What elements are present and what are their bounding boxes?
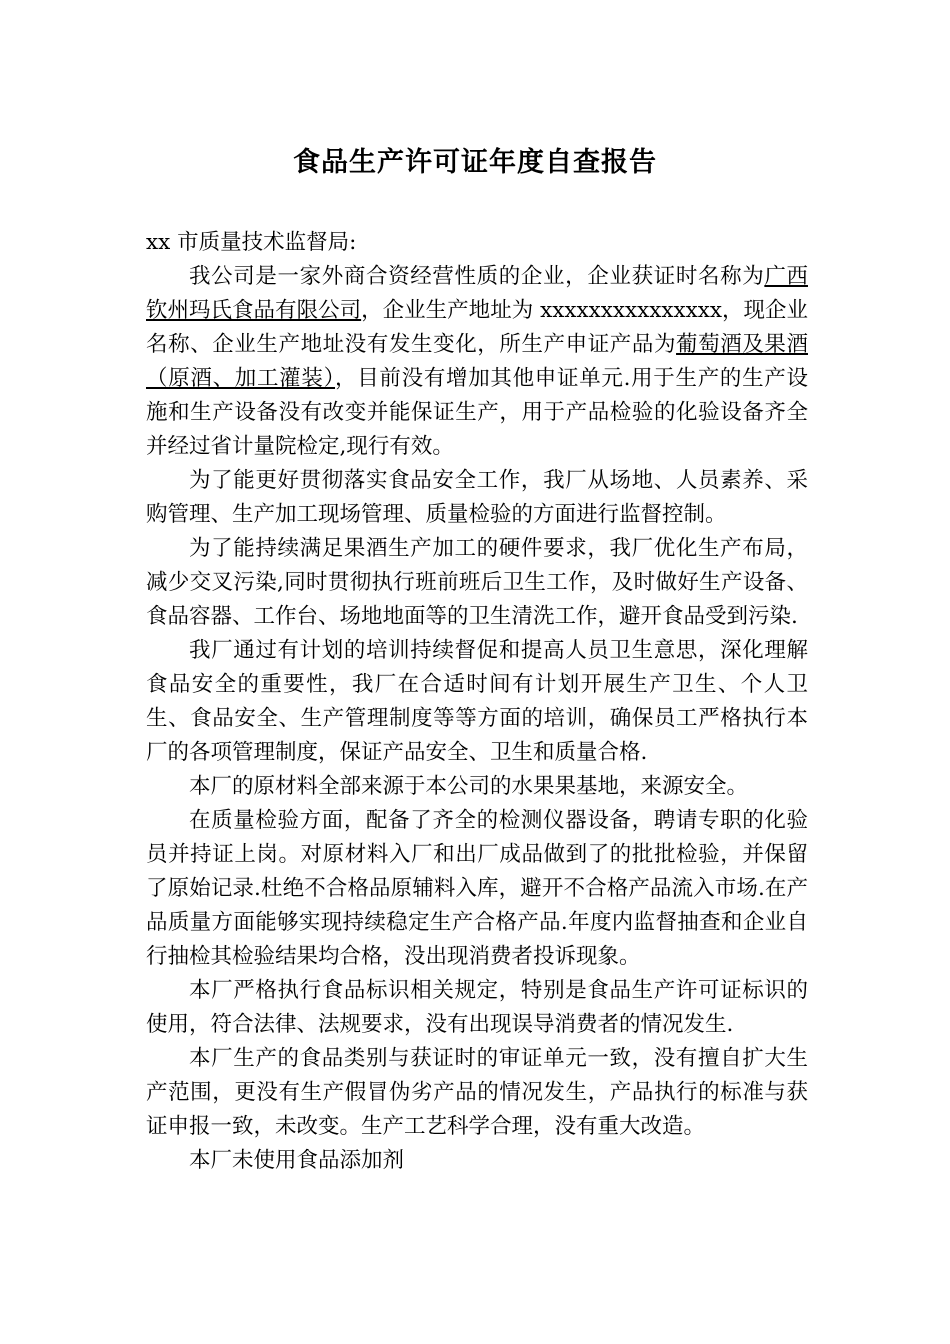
document-body	[146, 226, 808, 1178]
paragraph-labeling: 本厂严格执行食品标识相关规定，特别是食品生产许可证标识的使用，符合法律、法规要求，没有出现误导消费者的情况发生.	[146, 978, 808, 1037]
paragraph-text: ，目前没有增加其他申证单元.用于生产的生产设施和生产设备没有改变并能保证生产，用于产品检验的化验设备齐全并经过省计量院检定,现行有效。	[146, 366, 808, 459]
paragraph-raw-materials: 本厂的原材料全部来源于本公司的水果果基地，来源安全。	[189, 774, 749, 799]
paragraph-text: 我公司是一家外商合资经营性质的企业，企业获证时名称为	[189, 264, 765, 289]
document-title: 食品生产许可证年度自查报告	[293, 147, 657, 178]
paragraph-additives: 本厂未使用食品添加剂	[189, 1148, 405, 1173]
paragraph-company-info	[146, 260, 808, 464]
company-name: 广西钦州玛氏食品有限公司	[146, 264, 808, 323]
paragraph-quality-inspection: 在质量检验方面，配备了齐全的检测仪器设备，聘请专职的化验员并持证上岗。对原材料入厂和出厂成品做到了的批批检验，并保留了原始记录.杜绝不合格品原辅料入库，避开不合格产品流入市场.在产品质量方面能够实现持续稳定生产合格产品.年度内监督抽查和企业自行抽检其检验结果均合格，没出现消费者投诉现象。	[146, 808, 808, 969]
paragraph-food-safety: 为了能更好贯彻落实食品安全工作，我厂从场地、人员素养、采购管理、生产加工现场管理、质量检验的方面进行监督控制。	[146, 468, 808, 527]
product-name: 葡萄酒及果酒（原酒、加工灌装）	[146, 332, 808, 391]
salutation: xx 市质量技术监督局:	[146, 230, 357, 255]
paragraph-text: ，企业生产地址为 xxxxxxxxxxxxxxx，现企业名称、企业生产地址没有发生变化，所生产申证产品为	[146, 298, 808, 357]
paragraph-training: 我厂通过有计划的培训持续督促和提高人员卫生意思，深化理解食品安全的重要性，我厂在合适时间有计划开展生产卫生、个人卫生、食品安全、生产管理制度等等方面的培训，确保员工严格执行本厂的各项管理制度，保证产品安全、卫生和质量合格.	[146, 638, 808, 765]
paragraph-production-scope: 本厂生产的食品类别与获证时的审证单元一致，没有擅自扩大生产范围，更没有生产假冒伪劣产品的情况发生，产品执行的标准与获证申报一致，未改变。生产工艺科学合理，没有重大改造。	[146, 1046, 808, 1139]
paragraph-hardware: 为了能持续满足果酒生产加工的硬件要求，我厂优化生产布局，减少交叉污染,同时贯彻执行班前班后卫生工作，及时做好生产设备、食品容器、工作台、场地地面等的卫生清洗工作，避开食品受到污染.	[146, 536, 808, 629]
